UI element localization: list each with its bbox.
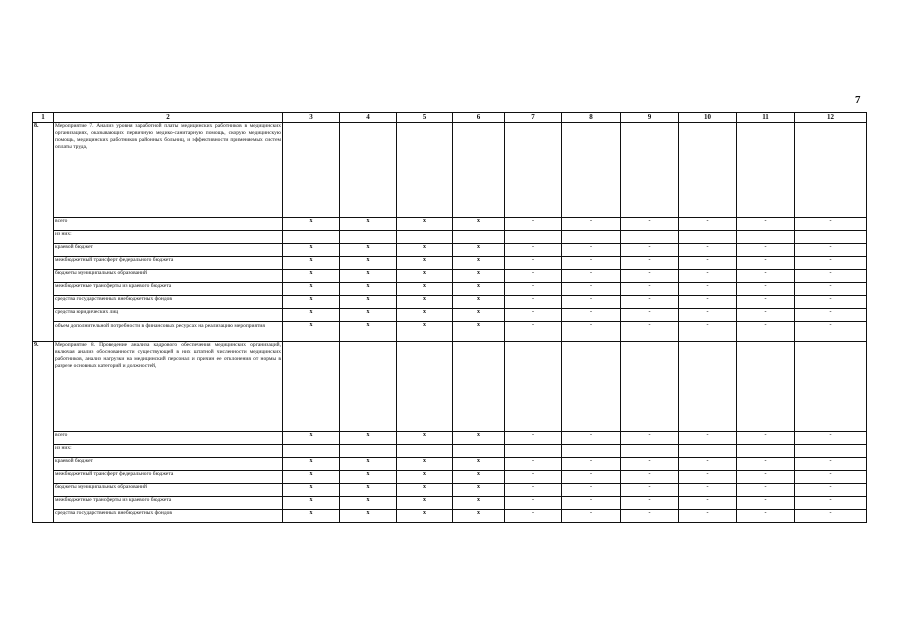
value-cell: x (453, 309, 505, 322)
page-number: 7 (855, 94, 861, 106)
value-cell: - (795, 322, 867, 342)
value-cell: - (795, 510, 867, 523)
value-cell: x (453, 283, 505, 296)
value-cell: x (397, 296, 453, 309)
value-cell: x (397, 432, 453, 445)
value-cell: - (795, 283, 867, 296)
value-cell (621, 231, 679, 244)
value-cell (795, 231, 867, 244)
value-cell: x (453, 484, 505, 497)
value-cell: - (621, 218, 679, 231)
value-cell: - (737, 322, 795, 342)
value-cell: - (505, 484, 562, 497)
value-cell: x (397, 309, 453, 322)
value-cell (505, 445, 562, 458)
value-cell: - (795, 309, 867, 322)
value-cell (397, 231, 453, 244)
value-cell: x (453, 458, 505, 471)
value-cell (737, 445, 795, 458)
empty-cell (737, 123, 795, 218)
value-cell: x (453, 497, 505, 510)
value-cell: - (679, 309, 737, 322)
value-cell: - (505, 283, 562, 296)
empty-cell (283, 342, 340, 432)
financing-table (32, 112, 867, 523)
value-cell: - (795, 458, 867, 471)
table-row (33, 322, 867, 342)
value-cell: - (562, 432, 621, 445)
value-cell: - (562, 283, 621, 296)
value-cell (562, 231, 621, 244)
value-cell: - (679, 497, 737, 510)
value-cell: - (795, 432, 867, 445)
value-cell: - (621, 257, 679, 270)
value-cell: - (621, 309, 679, 322)
empty-cell (453, 342, 505, 432)
value-cell: x (340, 432, 397, 445)
table-row (33, 484, 867, 497)
row-label: краевой бюджет (54, 458, 283, 471)
row-label: средства государственных внебюджетных фондов (54, 510, 283, 523)
table-row (33, 296, 867, 309)
empty-cell (505, 342, 562, 432)
empty-cell (562, 123, 621, 218)
value-cell: x (340, 484, 397, 497)
empty-cell (453, 123, 505, 218)
value-cell: - (679, 283, 737, 296)
value-cell (340, 231, 397, 244)
column-header: 3 (283, 113, 340, 123)
value-cell: - (562, 497, 621, 510)
value-cell: - (621, 296, 679, 309)
value-cell: - (505, 458, 562, 471)
section-title: Мероприятие 7. Анализ уровня заработной платы медицинских работников в медицинских организациях, оказывающих первичную медико-санитарную помощь, скорую медицинскую помощь, медицинских работников районных больниц, и эффективности применяемых систем оплаты труда, (54, 123, 283, 218)
column-header: 2 (54, 113, 283, 123)
row-label: бюджеты муниципальных образований (54, 484, 283, 497)
value-cell: x (340, 510, 397, 523)
column-header: 10 (679, 113, 737, 123)
value-cell: x (453, 270, 505, 283)
value-cell: - (505, 322, 562, 342)
value-cell: x (397, 497, 453, 510)
value-cell: - (621, 283, 679, 296)
value-cell: x (283, 510, 340, 523)
table-row (33, 231, 867, 244)
value-cell: x (340, 270, 397, 283)
value-cell (737, 231, 795, 244)
value-cell: - (795, 244, 867, 257)
value-cell: - (795, 218, 867, 231)
value-cell: x (453, 257, 505, 270)
column-header: 1 (33, 113, 54, 123)
value-cell (453, 445, 505, 458)
row-label: краевой бюджет (54, 244, 283, 257)
value-cell: x (397, 471, 453, 484)
empty-cell (621, 123, 679, 218)
value-cell: - (621, 244, 679, 257)
section-title-row (33, 342, 867, 432)
empty-cell (679, 342, 737, 432)
value-cell: - (679, 471, 737, 484)
value-cell: - (562, 296, 621, 309)
value-cell (505, 231, 562, 244)
value-cell (679, 445, 737, 458)
column-header: 9 (621, 113, 679, 123)
value-cell: x (283, 432, 340, 445)
value-cell: - (562, 257, 621, 270)
value-cell: - (505, 309, 562, 322)
row-label: всего (54, 432, 283, 445)
value-cell: - (679, 270, 737, 283)
empty-cell (795, 123, 867, 218)
section-number: 9. (33, 342, 54, 523)
value-cell: x (453, 510, 505, 523)
value-cell (283, 231, 340, 244)
value-cell: - (505, 257, 562, 270)
value-cell: - (679, 296, 737, 309)
value-cell: - (737, 432, 795, 445)
table-row (33, 283, 867, 296)
empty-cell (397, 342, 453, 432)
value-cell: x (283, 257, 340, 270)
empty-cell (340, 123, 397, 218)
value-cell: x (397, 218, 453, 231)
table-row (33, 497, 867, 510)
value-cell (397, 445, 453, 458)
table-row (33, 244, 867, 257)
value-cell: - (679, 244, 737, 257)
value-cell: - (679, 322, 737, 342)
value-cell: - (562, 309, 621, 322)
value-cell: - (562, 484, 621, 497)
value-cell: x (283, 322, 340, 342)
value-cell: x (397, 484, 453, 497)
value-cell: x (340, 218, 397, 231)
value-cell: - (562, 244, 621, 257)
value-cell: - (795, 257, 867, 270)
value-cell: - (679, 458, 737, 471)
value-cell: - (737, 244, 795, 257)
value-cell: x (453, 218, 505, 231)
value-cell: x (453, 244, 505, 257)
value-cell: - (737, 484, 795, 497)
value-cell: - (679, 218, 737, 231)
value-cell: - (562, 471, 621, 484)
value-cell: - (737, 471, 795, 484)
value-cell: - (562, 510, 621, 523)
value-cell: - (621, 484, 679, 497)
value-cell: x (283, 270, 340, 283)
value-cell: x (453, 471, 505, 484)
value-cell: x (340, 458, 397, 471)
value-cell: - (795, 484, 867, 497)
empty-cell (505, 123, 562, 218)
column-header: 8 (562, 113, 621, 123)
value-cell: x (283, 309, 340, 322)
value-cell: x (283, 296, 340, 309)
value-cell: - (505, 497, 562, 510)
column-header: 7 (505, 113, 562, 123)
value-cell: - (621, 322, 679, 342)
value-cell: - (737, 497, 795, 510)
value-cell: - (737, 510, 795, 523)
empty-cell (562, 342, 621, 432)
value-cell (453, 231, 505, 244)
value-cell: x (340, 322, 397, 342)
table-row (33, 257, 867, 270)
empty-cell (397, 123, 453, 218)
value-cell: - (621, 497, 679, 510)
value-cell: x (283, 458, 340, 471)
row-label: межбюджетные трансферты из краевого бюджета (54, 283, 283, 296)
value-cell: - (505, 270, 562, 283)
value-cell: x (283, 244, 340, 257)
value-cell: x (283, 471, 340, 484)
value-cell: - (562, 458, 621, 471)
column-header: 11 (737, 113, 795, 123)
empty-cell (340, 342, 397, 432)
row-label: всего (54, 218, 283, 231)
value-cell: x (397, 244, 453, 257)
table-row (33, 309, 867, 322)
value-cell: - (795, 270, 867, 283)
value-cell: - (737, 270, 795, 283)
value-cell: x (340, 471, 397, 484)
section-title: Мероприятие 8. Проведение анализа кадрового обеспечения медицинских организаций, включая анализ обоснованности существующей в них штатной численности медицинских работников, анализ нагрузки на медицинский персонал и причин ее отклонения от нормы в разрезе основных категорий и должностей, (54, 342, 283, 432)
value-cell: - (505, 432, 562, 445)
value-cell: - (795, 296, 867, 309)
value-cell: x (397, 283, 453, 296)
empty-cell (679, 123, 737, 218)
value-cell: - (621, 510, 679, 523)
value-cell: - (679, 484, 737, 497)
column-header: 6 (453, 113, 505, 123)
value-cell: - (737, 458, 795, 471)
value-cell: - (621, 471, 679, 484)
value-cell: - (505, 471, 562, 484)
value-cell: - (737, 257, 795, 270)
value-cell (340, 445, 397, 458)
value-cell: x (453, 296, 505, 309)
value-cell: x (340, 283, 397, 296)
row-label: объем дополнительной потребности в финансовых ресурсах на реализацию мероприятия (54, 322, 283, 342)
empty-cell (621, 342, 679, 432)
header-row (33, 113, 867, 123)
row-label: межбюджетный трансферт федерального бюджета (54, 257, 283, 270)
value-cell (562, 445, 621, 458)
table-row (33, 510, 867, 523)
value-cell: - (737, 283, 795, 296)
value-cell: - (679, 257, 737, 270)
table-row (33, 432, 867, 445)
empty-cell (737, 342, 795, 432)
value-cell (795, 445, 867, 458)
table-row (33, 218, 867, 231)
value-cell: x (340, 497, 397, 510)
value-cell: x (397, 270, 453, 283)
value-cell (283, 445, 340, 458)
value-cell: - (737, 218, 795, 231)
value-cell: x (283, 218, 340, 231)
row-label: из них: (54, 231, 283, 244)
value-cell: x (340, 296, 397, 309)
row-label: средства юридических лиц (54, 309, 283, 322)
value-cell: - (737, 296, 795, 309)
row-label: бюджеты муниципальных образований (54, 270, 283, 283)
row-label: межбюджетные трансферты из краевого бюджета (54, 497, 283, 510)
value-cell: x (397, 257, 453, 270)
value-cell: - (562, 218, 621, 231)
table-row (33, 270, 867, 283)
value-cell: x (340, 309, 397, 322)
empty-cell (283, 123, 340, 218)
value-cell: x (397, 510, 453, 523)
column-header: 12 (795, 113, 867, 123)
value-cell: - (621, 432, 679, 445)
value-cell: - (795, 497, 867, 510)
row-label: межбюджетный трансферт федерального бюджета (54, 471, 283, 484)
empty-cell (795, 342, 867, 432)
value-cell: - (679, 510, 737, 523)
value-cell: - (621, 458, 679, 471)
value-cell: x (397, 322, 453, 342)
value-cell: x (283, 497, 340, 510)
value-cell: - (562, 270, 621, 283)
value-cell: - (505, 218, 562, 231)
value-cell (621, 445, 679, 458)
value-cell: x (283, 484, 340, 497)
section-number: 8. (33, 123, 54, 342)
table-row (33, 471, 867, 484)
value-cell: - (621, 270, 679, 283)
value-cell: x (397, 458, 453, 471)
table-row (33, 458, 867, 471)
value-cell: x (283, 283, 340, 296)
value-cell: - (562, 322, 621, 342)
value-cell: - (679, 432, 737, 445)
column-header: 5 (397, 113, 453, 123)
table-row (33, 445, 867, 458)
value-cell: x (340, 244, 397, 257)
value-cell (679, 231, 737, 244)
column-header: 4 (340, 113, 397, 123)
value-cell: x (453, 432, 505, 445)
value-cell: - (737, 309, 795, 322)
section-title-row (33, 123, 867, 218)
value-cell: x (453, 322, 505, 342)
value-cell: - (505, 296, 562, 309)
value-cell: - (505, 510, 562, 523)
row-label: из них: (54, 445, 283, 458)
value-cell: - (795, 471, 867, 484)
row-label: средства государственных внебюджетных фондов (54, 296, 283, 309)
value-cell: x (340, 257, 397, 270)
value-cell: - (505, 244, 562, 257)
